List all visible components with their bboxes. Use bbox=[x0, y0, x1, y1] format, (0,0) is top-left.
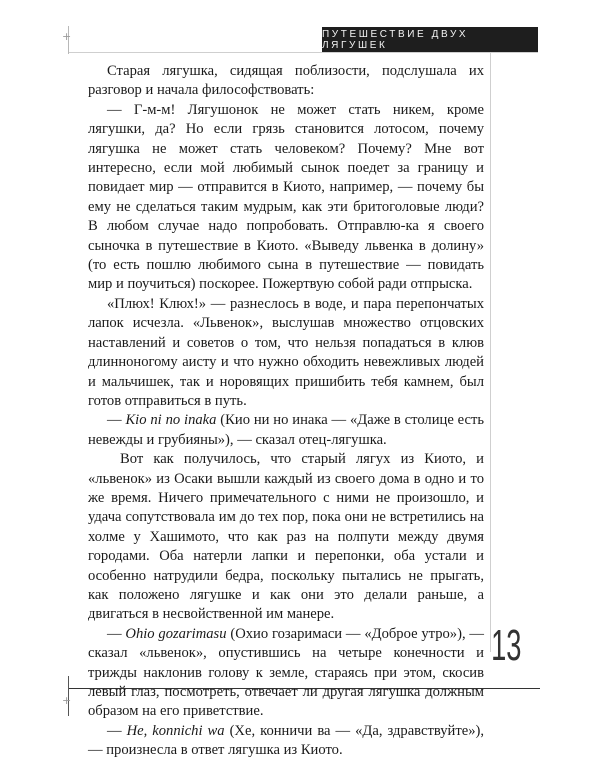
rule-right bbox=[490, 52, 491, 652]
crop-mark-top-icon: + bbox=[62, 30, 72, 43]
paragraph: Вот как получилось, что старый лягух из Киото, и «львенок» из Осаки вышли каждый из своего дома в одно и то же время. Ничего примечательного с ними не произошло, и удача сопутствовала им до тех пор, пока они не встретились на холме у Хашимото, что как раз на полпути между двумя городами. Оба натерли лапки и перепонки, оба устали и особенно натрудили бедра, поскольку пытались не прыгать, как положено лягушке и как они это делали раньше, а двигаться в несвойственной им манере. bbox=[88, 451, 484, 623]
paragraph: «Плюх! Клюх!» — разнеслось в воде, и пара перепончатых лапок исчезла. «Львенок», выслушав множество отцовских наставлений и советов о том, что нельзя попадаться в клюв длинноногому аисту и что нужно обходить невежливых людей и мальчишек, так и норовящих пришибить тебя камнем, был готов отправиться в путь. bbox=[88, 295, 484, 409]
rule-top bbox=[68, 52, 538, 53]
page-number: 13 bbox=[491, 621, 522, 670]
japanese-phrase: Ohio gozarimasu bbox=[125, 625, 227, 642]
crop-mark-bottom-icon: + bbox=[62, 694, 72, 707]
paragraph: — Kio ni no inaka (Кио ни но инака — «Даже в столице есть невежды и грубияны»), — сказал отец-лягушка. bbox=[88, 412, 485, 448]
japanese-phrase: He, konnichi wa bbox=[126, 722, 225, 739]
paragraph: — He, konnichi wa (Хе, конничи ва — «Да, здравствуйте»), — произнесла в ответ лягушка из Киото. bbox=[88, 722, 484, 759]
header-bar bbox=[322, 27, 538, 52]
text-block bbox=[88, 62, 484, 761]
paragraph-text: (Охио гозаримаси — «Доброе утро»), — сказал «львенок», опустившись на четыре конечности и трижды наклонив голову к земле, стараясь при этом, скосив левый глаз, посмотреть, отвечает ли другая лягушка должным образом на его приветствие. bbox=[88, 625, 485, 720]
running-title: ПУТЕШЕСТВИЕ ДВУХ ЛЯГУШЕК bbox=[322, 28, 469, 51]
paragraph: — Ohio gozarimasu (Охио гозаримаси — «Доброе утро»), — сказал «львенок», опустившись на четыре конечности и трижды наклонив голову к земле, стараясь при этом, скосив левый глаз, посмотреть, отвечает ли другая лягушка должным образом на его приветствие. bbox=[88, 625, 485, 720]
paragraph-text: (Хе, конничи ва — «Да, здравствуйте»), — произнесла в ответ лягушка из Киото. bbox=[88, 722, 484, 759]
paragraph: Старая лягушка, сидящая поблизости, подслушала их разговор и начала философствовать: bbox=[88, 63, 484, 99]
paragraph: — Г-м-м! Лягушонок не может стать никем, кроме лягушки, да? Но если грязь становится лотосом, почему лягушка не может стать человеком? Почему? Мне вот интересно, если мой любимый сынок поедет за границу и повидает мир — отправится в Киото, например, — почему бы ему не сделаться таким мудрым, как эти бритоголовые люди? В любом случае надо попробовать. Отправлю-ка я своего сыночка в путешествие в Киото. «Выведу львенка в долину» (то есть пошлю любимого сына в путешествие — повидать мир и поучиться) поскорее. Пожертвую собой ради отпрыска. bbox=[88, 101, 484, 293]
japanese-phrase: Kio ni no inaka bbox=[125, 412, 217, 429]
paragraph-text: (Кио ни но инака — «Даже в столице есть невежды и грубияны»), — сказал отец-лягушка. bbox=[88, 412, 485, 448]
